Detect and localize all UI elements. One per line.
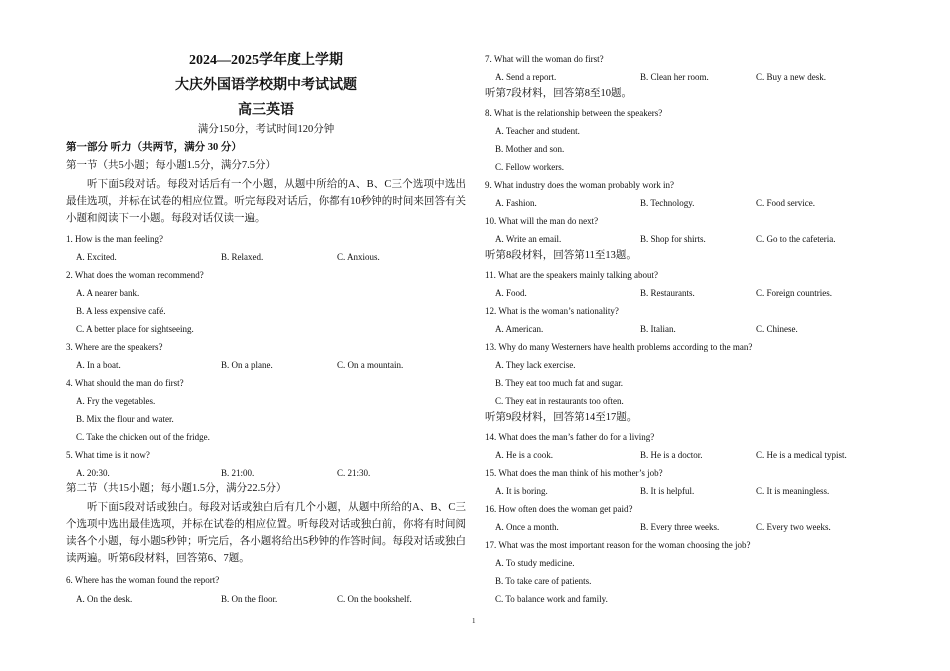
option-a: A. Once a month.	[495, 522, 559, 532]
question-13: 13. Why do many Westerners have health problems according to the man?	[485, 342, 753, 352]
option-c: C. Take the chicken out of the fridge.	[76, 432, 210, 442]
question-16: 16. How often does the woman get paid?	[485, 504, 633, 514]
option-a: A. They lack exercise.	[495, 360, 576, 370]
material-note-7: 听第7段材料，回答第8至10题。	[485, 88, 632, 99]
section2-heading: 第二节（共15小题；每小题1.5分，满分22.5分）	[66, 483, 287, 494]
option-b: B. On the floor.	[221, 594, 278, 604]
part1-heading: 第一部分 听力（共两节，满分 30 分）	[66, 142, 242, 153]
option-c: C. A better place for sightseeing.	[76, 324, 194, 334]
section1-instructions: 听下面5段对话。每段对话后有一个小题，从题中所给的A、B、C三个选项中选出最佳选项，并标在试卷的相应位置。听完每段对话后，你都有10秒钟的时间来回答有关小题和阅读下一小题。每段对话仅读一遍。	[66, 179, 466, 224]
question-3: 3. Where are the speakers?	[66, 342, 163, 352]
question-7: 7. What will the woman do first?	[485, 54, 604, 64]
page-number: 1	[472, 617, 476, 625]
option-c: C. Every two weeks.	[756, 522, 831, 532]
option-c: C. It is meaningless.	[756, 486, 830, 496]
question-9: 9. What industry does the woman probably work in?	[485, 180, 675, 190]
section2-instructions: 听下面5段对话或独白。每段对话或独白后有几个小题，从题中所给的A、B、C三个选项中选出最佳选项，并标在试卷的相应位置。听每段对话或独白前，你将有时间阅读各个小题，每小题5秒钟；听完后，各小题将给出5秒钟的作答时间。每段对话或独白读两遍。听第6段材料，回答第6、7题。	[66, 502, 466, 564]
option-c: C. They eat in restaurants too often.	[495, 396, 624, 406]
question-10: 10. What will the man do next?	[485, 216, 599, 226]
material-note-9: 听第9段材料，回答第14至17题。	[485, 412, 638, 423]
question-15: 15. What does the man think of his mother’s job?	[485, 468, 663, 478]
question-14: 14. What does the man’s father do for a living?	[485, 432, 655, 442]
option-a: A. It is boring.	[495, 486, 548, 496]
option-a: A. On the desk.	[76, 594, 133, 604]
option-c: C. 21:30.	[337, 468, 371, 478]
option-c: C. To balance work and family.	[495, 594, 608, 604]
option-c: C. Fellow workers.	[495, 162, 564, 172]
option-b: B. On a plane.	[221, 360, 273, 370]
option-a: A. American.	[495, 324, 544, 334]
exam-year-title: 2024—2025学年度上学期	[189, 53, 343, 68]
option-b: B. 21:00.	[221, 468, 255, 478]
question-17: 17. What was the most important reason for the woman choosing the job?	[485, 540, 751, 550]
option-c: C. On a mountain.	[337, 360, 404, 370]
question-4: 4. What should the man do first?	[66, 378, 184, 388]
option-a: A. A nearer bank.	[76, 288, 140, 298]
option-b: B. Mix the flour and water.	[76, 414, 174, 424]
option-c: C. Buy a new desk.	[756, 72, 826, 82]
option-a: A. Fry the vegetables.	[76, 396, 156, 406]
option-b: B. A less expensive café.	[76, 306, 166, 316]
option-c: C. Food service.	[756, 198, 815, 208]
option-a: A. In a boat.	[76, 360, 121, 370]
option-a: A. He is a cook.	[495, 450, 553, 460]
option-b: B. Shop for shirts.	[640, 234, 706, 244]
subject-title: 高三英语	[238, 103, 294, 118]
option-a: A. To study medicine.	[495, 558, 575, 568]
option-c: C. Chinese.	[756, 324, 798, 334]
option-a: A. 20:30.	[76, 468, 110, 478]
option-a: A. Fashion.	[495, 198, 537, 208]
option-b: B. To take care of patients.	[495, 576, 592, 586]
question-2: 2. What does the woman recommend?	[66, 270, 204, 280]
option-b: B. Relaxed.	[221, 252, 264, 262]
question-8: 8. What is the relationship between the speakers?	[485, 108, 663, 118]
option-b: B. Every three weeks.	[640, 522, 720, 532]
option-c: C. Foreign countries.	[756, 288, 832, 298]
option-a: A. Food.	[495, 288, 527, 298]
option-c: C. Go to the cafeteria.	[756, 234, 836, 244]
option-c: C. He is a medical typist.	[756, 450, 847, 460]
option-b: B. They eat too much fat and sugar.	[495, 378, 624, 388]
question-11: 11. What are the speakers mainly talking about?	[485, 270, 658, 280]
material-note-8: 听第8段材料，回答第11至13题。	[485, 250, 637, 261]
option-c: C. On the bookshelf.	[337, 594, 412, 604]
question-1: 1. How is the man feeling?	[66, 234, 163, 244]
score-info: 满分150分，考试时间120分钟	[197, 124, 335, 135]
option-b: B. Mother and son.	[495, 144, 565, 154]
option-b: B. He is a doctor.	[640, 450, 703, 460]
option-a: A. Send a report.	[495, 72, 557, 82]
option-a: A. Excited.	[76, 252, 117, 262]
question-5: 5. What time is it now?	[66, 450, 150, 460]
option-a: A. Write an email.	[495, 234, 562, 244]
option-b: B. Clean her room.	[640, 72, 709, 82]
question-12: 12. What is the woman’s nationality?	[485, 306, 619, 316]
option-b: B. Restaurants.	[640, 288, 695, 298]
school-exam-title: 大庆外国语学校期中考试试题	[175, 78, 357, 93]
option-b: B. Italian.	[640, 324, 676, 334]
option-a: A. Teacher and student.	[495, 126, 580, 136]
option-b: B. Technology.	[640, 198, 695, 208]
section1-heading: 第一节（共5小题；每小题1.5分，满分7.5分）	[66, 160, 276, 171]
question-6: 6. Where has the woman found the report?	[66, 575, 220, 585]
option-b: B. It is helpful.	[640, 486, 695, 496]
option-c: C. Anxious.	[337, 252, 380, 262]
